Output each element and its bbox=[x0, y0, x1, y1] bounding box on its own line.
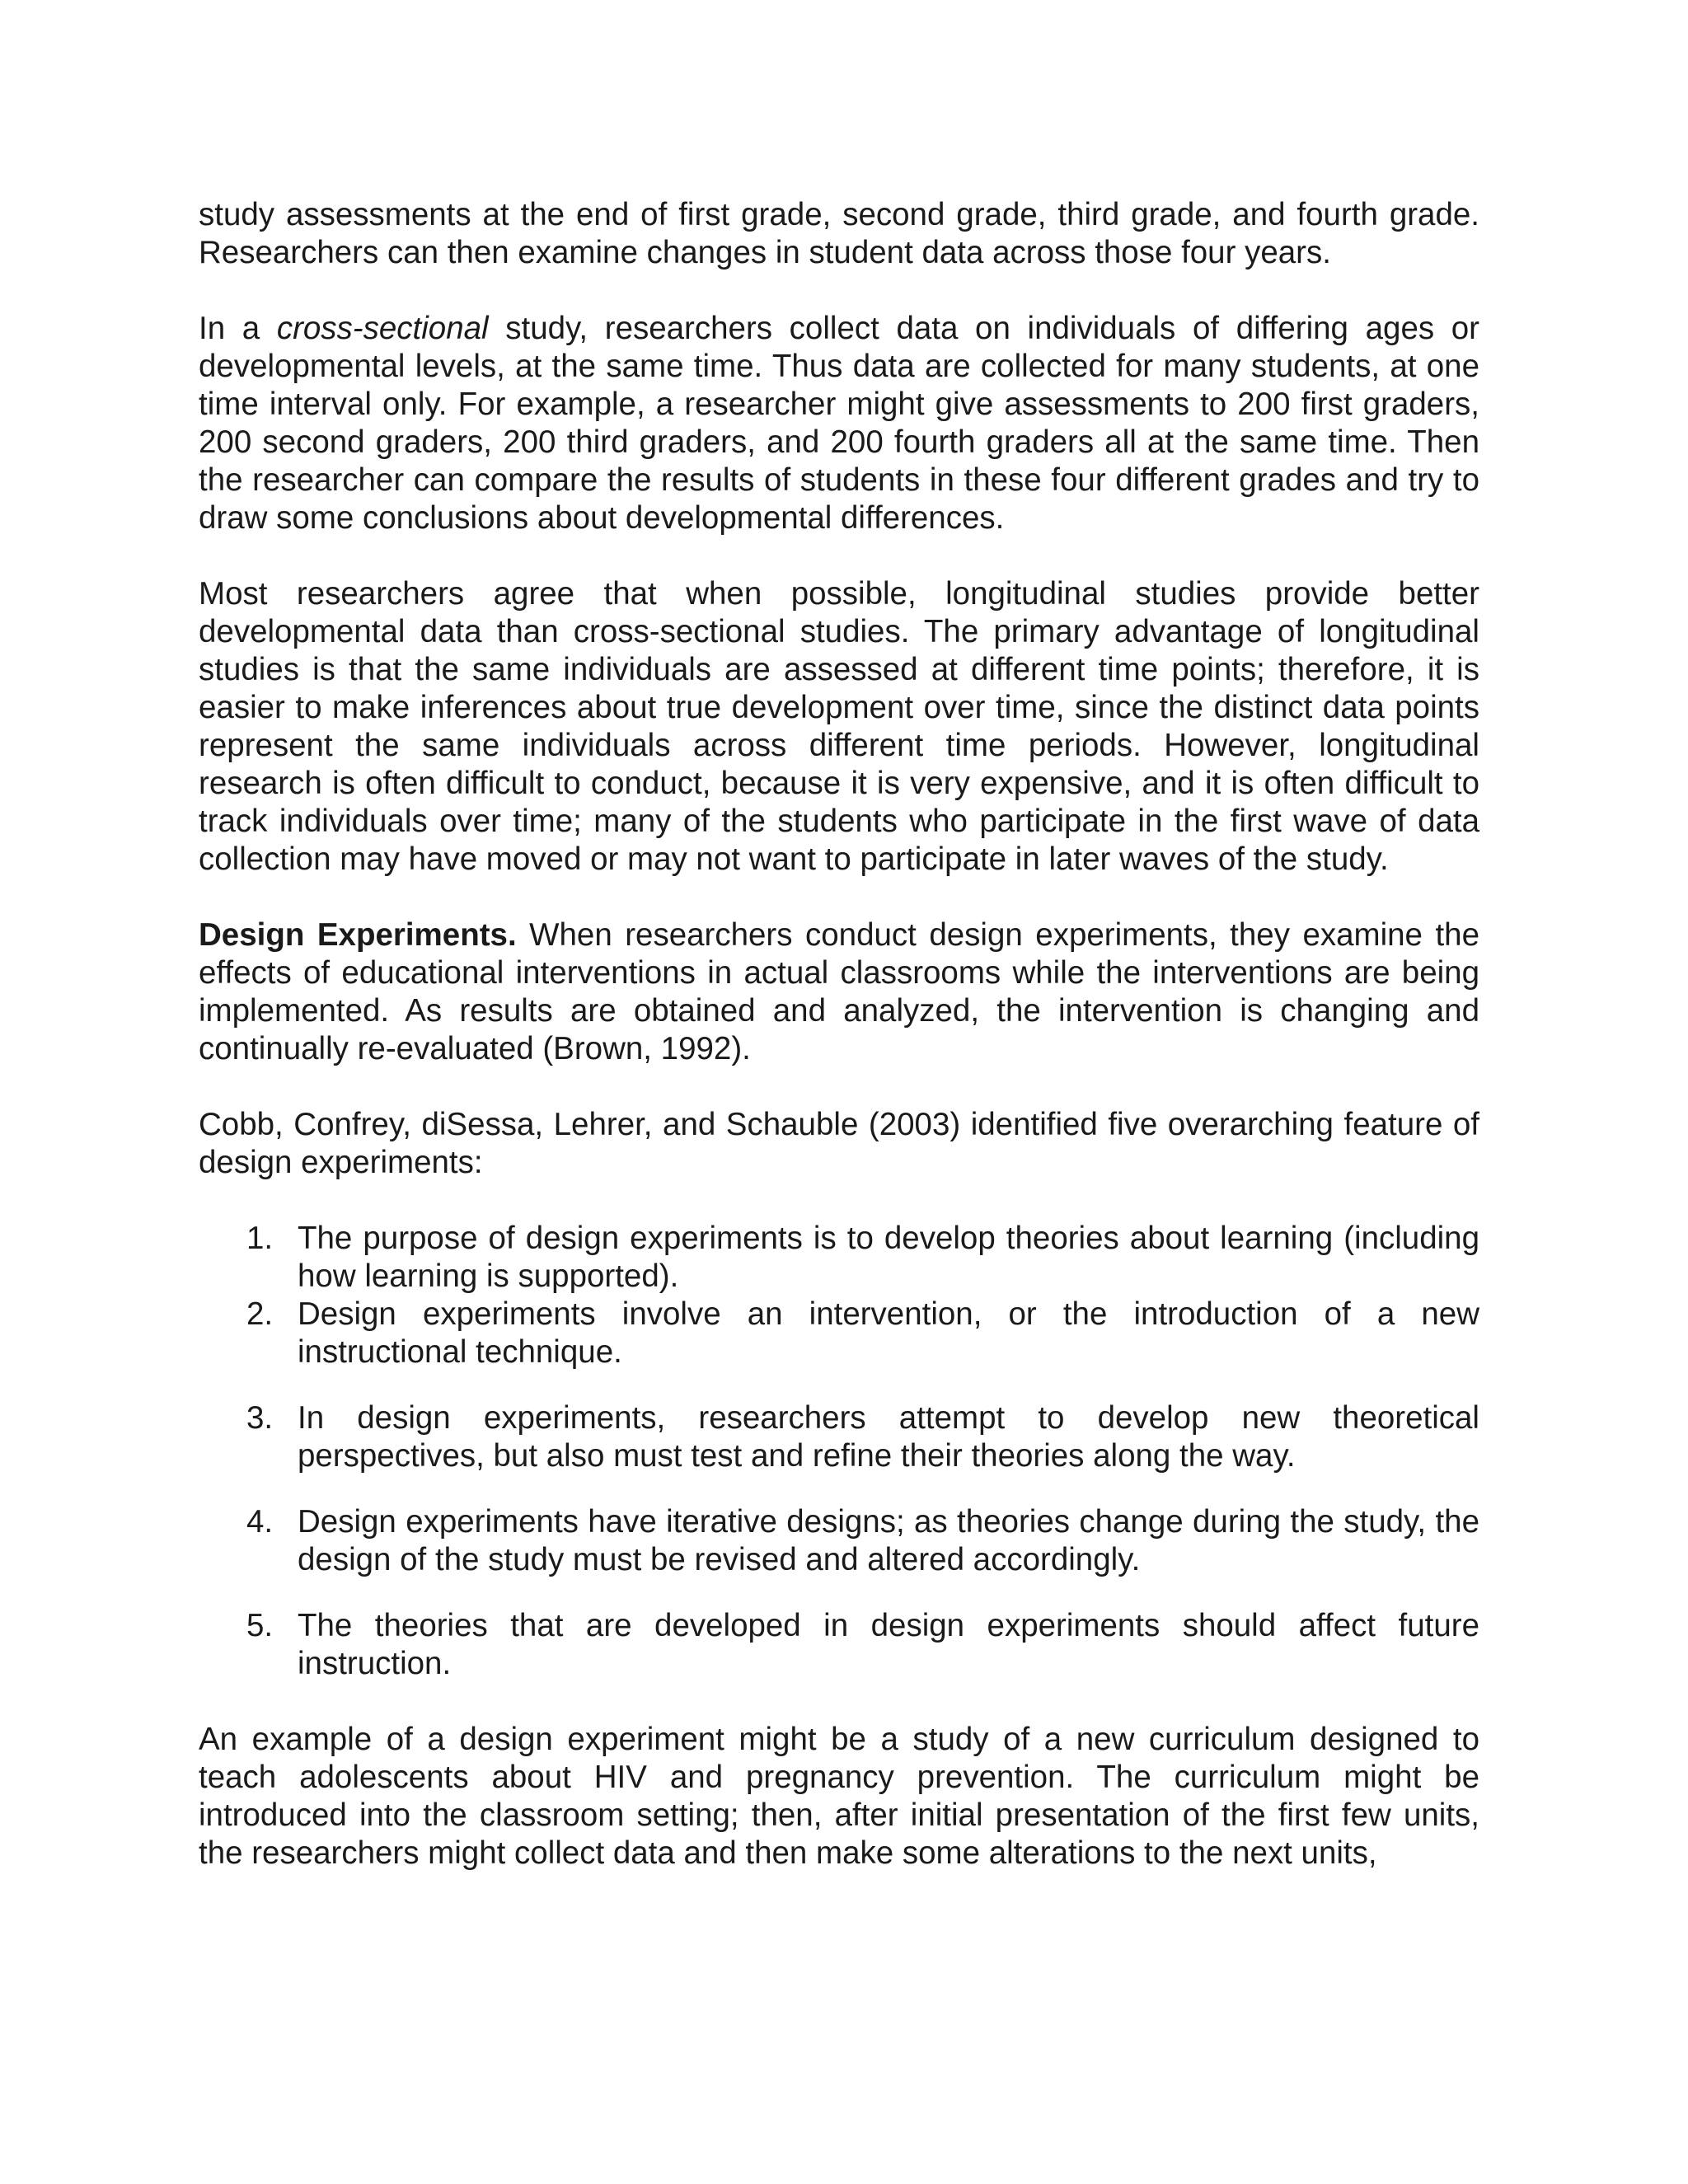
design-features-list bbox=[199, 1220, 1479, 1683]
list-item-text: The purpose of design experiments is to develop theories about learning (including how learning is supported). bbox=[298, 1221, 1479, 1294]
paragraph-cross-sectional bbox=[199, 310, 1479, 537]
document-page bbox=[199, 196, 1479, 1872]
list-item bbox=[199, 1296, 1479, 1371]
list-item-text: Design experiments involve an intervention, or the introduction of a new instructional technique. bbox=[298, 1296, 1479, 1370]
list-item-text: The theories that are developed in design experiments should affect future instruction. bbox=[298, 1608, 1479, 1681]
cross-sectional-lead: In a bbox=[199, 311, 277, 346]
paragraph-longitudinal-advantages: Most researchers agree that when possible, longitudinal studies provide better developmental data than cross-sectional studies. The primary advantage of longitudinal studies is that the same individuals are assessed at different time points; therefore, it is easier to make inferences about true development over time, since the distinct data points represent the same individuals across different time periods. However, longitudinal research is often difficult to conduct, because it is very expensive, and it is often difficult to track individuals over time; many of the students who participate in the first wave of data collection may have moved or may not want to participate in later waves of the study. bbox=[199, 576, 1479, 877]
list-item bbox=[199, 1503, 1479, 1579]
list-item bbox=[199, 1220, 1479, 1296]
list-item-text: In design experiments, researchers attempt to develop new theoretical perspectives, but also must test and refine their theories along the way. bbox=[298, 1400, 1479, 1474]
list-item-number: 4. bbox=[246, 1504, 274, 1540]
paragraph-features-intro: Cobb, Confrey, diSessa, Lehrer, and Schauble (2003) identified five overarching feature of design experiments: bbox=[199, 1107, 1479, 1180]
paragraph-longitudinal-example: study assessments at the end of first grade, second grade, third grade, and fourth grade. Researchers can then examine changes in student data across those four years. bbox=[199, 197, 1479, 270]
cross-sectional-term: cross-sectional bbox=[276, 311, 489, 346]
design-experiments-body: When researchers conduct design experiments, they examine the effects of educational interventions in actual classrooms while the interventions are being implemented. As results are obtained and analyzed, the intervention is changing and continually re-evaluated (Brown, 1992). bbox=[199, 917, 1479, 1066]
list-item-text: Design experiments have iterative designs; as theories change during the study, the design of the study must be revised and altered accordingly. bbox=[298, 1504, 1479, 1577]
list-item-number: 1. bbox=[246, 1221, 274, 1256]
list-item-number: 3. bbox=[246, 1400, 274, 1436]
paragraph-design-experiments bbox=[199, 916, 1479, 1068]
list-item-number: 2. bbox=[246, 1296, 274, 1332]
design-experiments-heading: Design Experiments. bbox=[199, 917, 517, 953]
list-item bbox=[199, 1607, 1479, 1683]
cross-sectional-body: study, researchers collect data on individuals of differing ages or developmental levels, at the same time. Thus data are collected for many students, at one time interval only. For example, a researcher might give assessments to 200 first graders, 200 second graders, 200 third graders, and 200 fourth graders all at the same time. Then the researcher can compare the results of students in these four different grades and try to draw some conclusions about developmental differences. bbox=[199, 311, 1479, 536]
list-item bbox=[199, 1399, 1479, 1475]
list-item-number: 5. bbox=[246, 1608, 274, 1643]
paragraph-design-example: An example of a design experiment might be a study of a new curriculum designed to teach adolescents about HIV and pregnancy prevention. The curriculum might be introduced into the classroom setting; then, after initial presentation of the first few units, the researchers might collect data and then make some alterations to the next units, bbox=[199, 1722, 1479, 1871]
